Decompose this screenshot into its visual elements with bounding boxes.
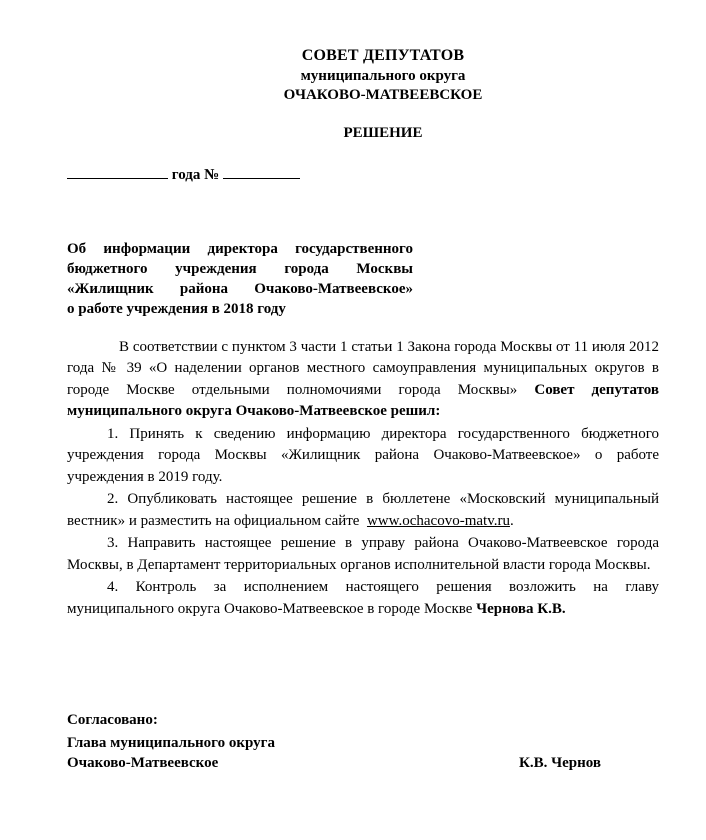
year-number-label: года № bbox=[171, 167, 220, 183]
item-4-text: 4. Контроль за исполнением настоящего решения возложить на главу муниципального округа Очаково-Матвеевское в городе Москве bbox=[67, 579, 659, 617]
item-4-person: Чернова К.В. bbox=[476, 600, 566, 617]
number-blank bbox=[223, 163, 300, 179]
item-1-paragraph bbox=[67, 424, 659, 488]
council-title: СОВЕТ ДЕПУТАТОВ bbox=[301, 47, 465, 64]
item-3-text: 3. Направить настоящее решение в управу района Очаково-Матвеевское города Москвы, в Департамент территориальных органов исполнительной власти города Москвы. bbox=[67, 535, 659, 573]
signer-name: К.В. Чернов bbox=[519, 755, 602, 771]
date-blank bbox=[67, 163, 168, 179]
preamble-resolution: Совет депутатов муниципального округа Очаково-Матвеевское решил: bbox=[67, 381, 660, 420]
agreed-label: Согласовано: bbox=[67, 712, 158, 728]
decision-subject bbox=[67, 239, 413, 319]
document-type: РЕШЕНИЕ bbox=[343, 125, 423, 141]
signer-position-line2: Очаково-Матвеевское bbox=[67, 755, 219, 771]
date-number-line bbox=[67, 163, 300, 184]
subject-line: о работе учреждения в 2018 году bbox=[67, 301, 286, 317]
item-4-paragraph bbox=[67, 577, 659, 620]
decision-body bbox=[67, 337, 659, 621]
preamble-text: В соответствии с пунктом 3 части 1 статьи 1 Закона города Москвы от 11 июля 2012 года № 39 «О наделении органов местного самоуправления муниципальных округов в городе Москве отдельными полномочиями города Москвы» bbox=[67, 339, 659, 398]
subject-line: Об информации директора государственного bbox=[67, 241, 413, 257]
item-2-paragraph bbox=[67, 489, 659, 532]
subject-line: «Жилищник района Очаково-Матвеевское» bbox=[67, 281, 413, 297]
district-name: ОЧАКОВО-МАТВЕЕВСКОЕ bbox=[283, 87, 483, 103]
district-type: муниципального округа bbox=[300, 68, 466, 84]
item-2-end: . bbox=[509, 512, 514, 529]
preamble-paragraph bbox=[67, 337, 659, 423]
item-1-text: 1. Принять к сведению информацию директора государственного бюджетного учреждения города Москвы «Жилищник района Очаково-Матвеевское» о работе учреждения в 2019 году. bbox=[67, 425, 659, 485]
subject-line: бюджетного учреждения города Москвы bbox=[67, 261, 413, 277]
item-2-text: 2. Опубликовать настоящее решение в бюллетене «Московский муниципальный вестник» и разместить на официальном сайте bbox=[67, 491, 659, 529]
official-site-link[interactable]: www.ochacovo-matv.ru bbox=[366, 512, 510, 529]
item-3-paragraph bbox=[67, 533, 659, 576]
signer-position-line1: Глава муниципального округа bbox=[67, 735, 275, 751]
